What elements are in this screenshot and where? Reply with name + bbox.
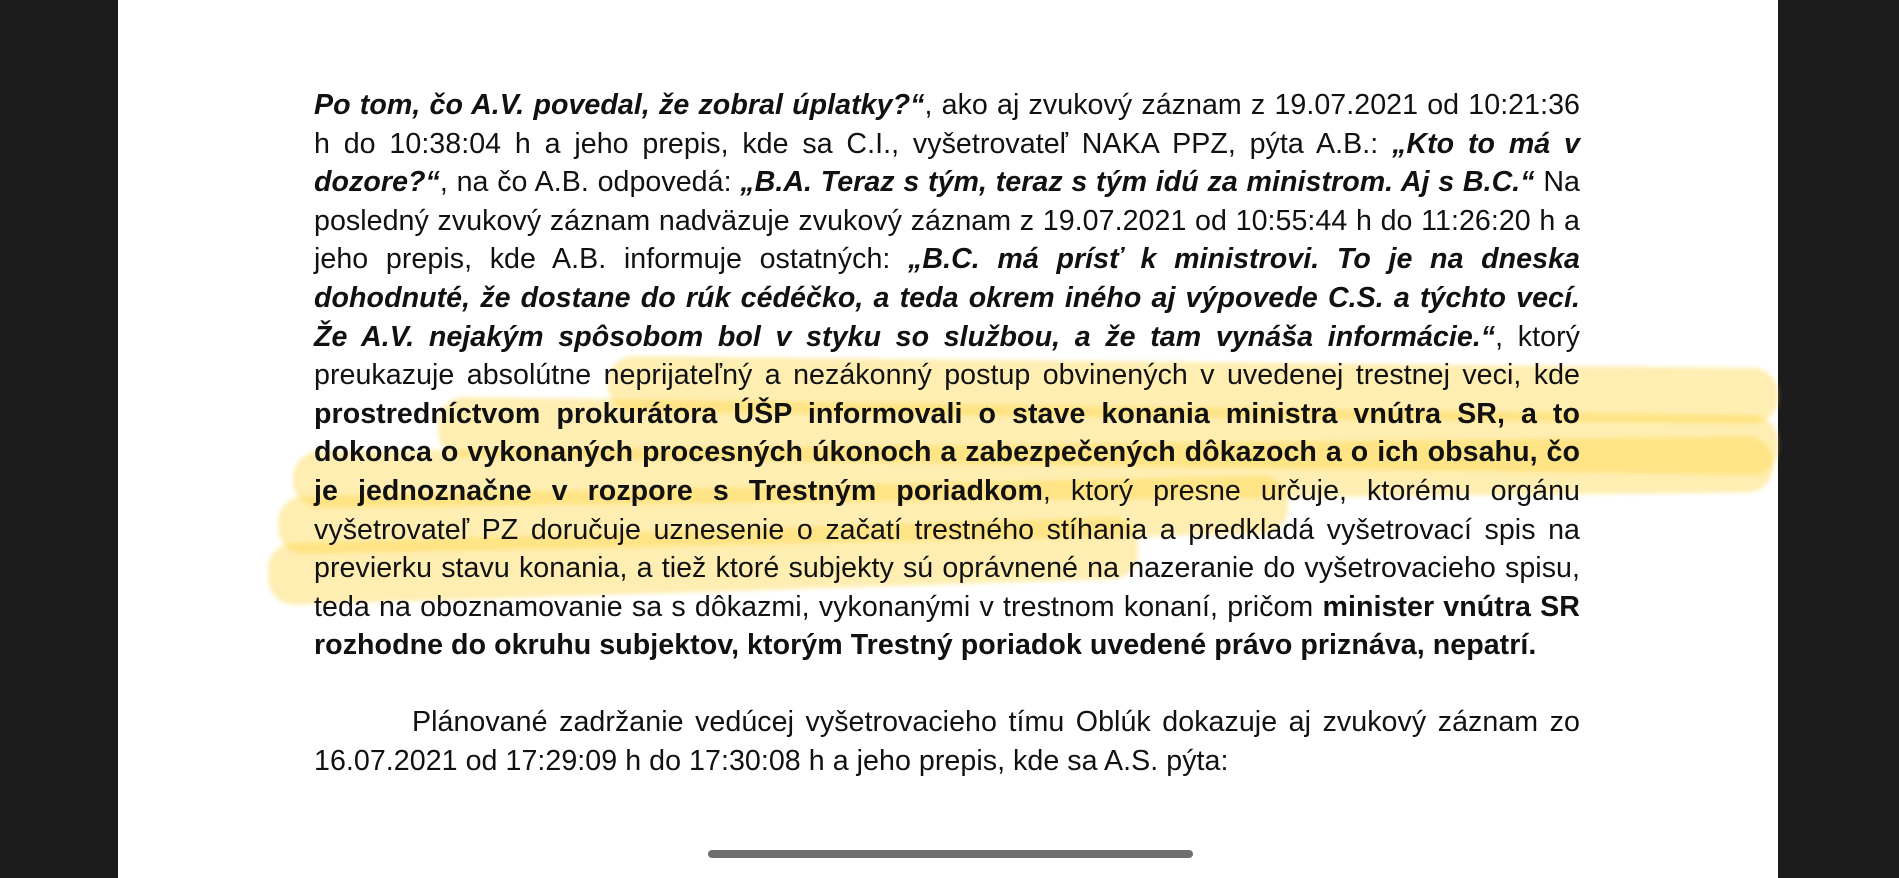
text-run: Po tom, čo A.V. povedal, že zobral úplatky?“ — [314, 89, 925, 121]
text-run: „Kto to má v dozore?“ — [314, 127, 1580, 199]
text-run: , ako aj zvukový záznam z 19.07.2021 od 10:21:36 h do 10:38:04 h a jeho prepis, kde sa C.I., vyšetrovateľ NAKA PPZ, pýta A.B.: — [314, 89, 1580, 160]
paragraph-1 — [314, 86, 1580, 665]
text-run: „B.A. Teraz s tým, teraz s tým idú za ministrom. Aj s B.C.“ — [740, 166, 1535, 199]
text-run: , ktorý presne určuje, ktorému orgánu vyšetrovateľ PZ doručuje uznesenie o začatí trestného stíhania a predkladá vyšetrovací spis na previerku stavu konania, a tiež ktoré subjekty sú oprávnené na nazeranie do vyšetrovacieho spisu, teda na oboznamovanie sa s dôkazmi, vykonanými v trestnom konaní, pričom — [314, 474, 1580, 623]
text-run: , ktorý preukazuje absolútne neprijateľný a nezákonný postup obvinených v uvedenej trestnej veci, kde — [314, 320, 1581, 392]
text-run: Plánované zadržanie vedúcej vyšetrovacieho tímu Oblúk dokazuje aj zvukový záznam zo 16.07.2021 od 17:29:09 h do 17:30:08 h a jeho prepis, kde sa A.S. pýta: — [314, 705, 1580, 777]
text-run: minister vnútra SR rozhodne do okruhu subjektov, ktorým Trestný poriadok uvedené právo priznáva, nepatrí. — [314, 590, 1580, 662]
horizontal-scrollbar[interactable] — [708, 850, 1193, 858]
text-run: , na čo A.B. odpovedá: — [439, 166, 741, 199]
text-run: prostredníctvom prokurátora ÚŠP informovali o stave konania ministra vnútra SR, a to dokonca o vykonaných procesných úkonoch a zabezpečených dôkazoch a o ich obsahu, čo je jednoznačne v rozpore s Trestným poriadkom — [314, 397, 1580, 507]
paragraph-2 — [314, 703, 1580, 780]
text-run: „B.C. má prísť k ministrovi. To je na dneska dohodnuté, že dostane do rúk cédéčko, a teda okrem iného aj výpovede C.S. a týchto vecí. Že A.V. nejakým spôsobom bol v styku so službou, a že tam vynáša informácie.“ — [314, 243, 1580, 353]
document-body — [314, 86, 1580, 780]
text-run: Na posledný zvukový záznam nadväzuje zvukový záznam z 19.07.2021 od 10:55:44 h do 11:26:20 h a jeho prepis, kde A.B. informuje ostatných: — [314, 166, 1580, 276]
